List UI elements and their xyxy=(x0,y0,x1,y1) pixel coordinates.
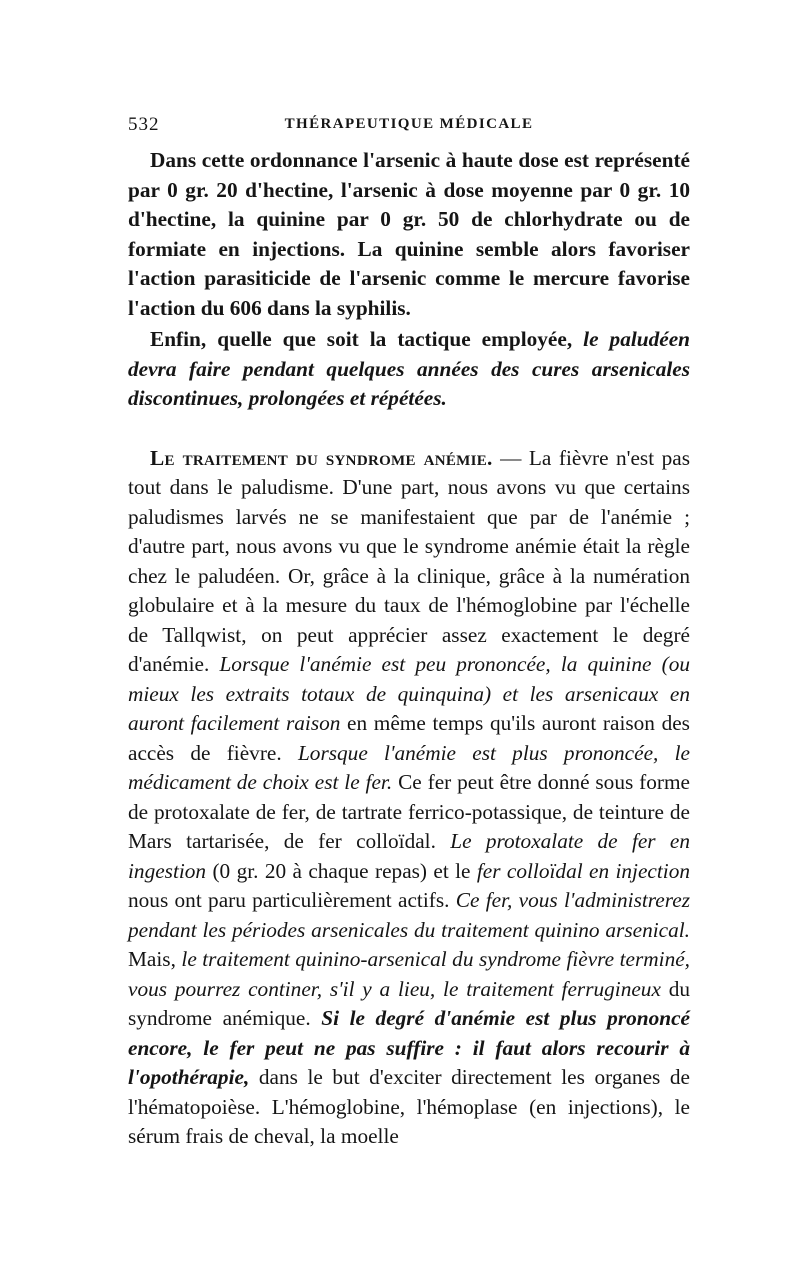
paragraph-tactique-emphasis: le paludéen devra faire pendant quelques années des cures arsenicales discontinues, prolongées et répétées. xyxy=(128,327,691,410)
italic-run: Ce fer, vous l'administrerez pendant les périodes arsenicales du traitement quinino arsenical. xyxy=(128,888,690,942)
running-head xyxy=(128,114,690,140)
text-run: Ce fer peut être donné sous forme de protoxalate de fer, de tartrate ferrico-potassique, de teinture de Mars tartarisée, de fer colloïdal. xyxy=(128,770,691,853)
text-run: Mais, xyxy=(128,947,182,971)
paragraph-syndrome-anemie xyxy=(128,444,690,1152)
text-run: en même temps qu'ils auront raison des accès de fièvre. xyxy=(128,711,690,765)
paragraph-tactique xyxy=(128,325,690,414)
italic-run: fer colloïdal en injection xyxy=(476,858,690,883)
page-number: 532 xyxy=(128,114,160,135)
paragraph-ordonnance: Dans cette ordonnance l'arsenic à haute dose est représenté par 0 gr. 20 d'hectine, l'arsenic à dose moyenne par 0 gr. 10 d'hectine, la quinine par 0 gr. 50 de chlorhydrate ou de formiate en injections. La quinine semble alors favoriser l'action parasiticide de l'arsenic comme le mercure favorise l'action du 606 dans la syphilis. xyxy=(128,148,690,320)
text-run: — La fièvre n'est pas tout dans le paludisme. D'une part, nous avons vu que certains paludismes larvés ne se manifestaient que par de l'anémie ; d'autre part, nous avons vu que le syndrome anémie était la règle chez le paludéen. Or, grâce à la clinique, grâce à la numération globulaire et à la mesure du taux de l'hémoglobine par l'échelle de Tallqwist, on peut apprécier assez exactement le degré d'anémie. xyxy=(128,445,690,676)
italic-run: Lorsque l'anémie est plus prononcée, le médicament de choix est le fer. xyxy=(128,740,690,794)
italic-run: Si le degré d'anémie est plus prononcé encore, le fer peut ne pas suffire : il faut alors recourir à l'opothérapie, xyxy=(128,1006,690,1089)
running-head-title: THÉRAPEUTIQUE MÉDICALE xyxy=(284,116,534,132)
text-run: (0 gr. 20 à chaque repas) et le xyxy=(206,858,477,883)
italic-run: Le protoxalate de fer en ingestion xyxy=(128,829,691,883)
text-run: nous ont paru particulièrement actifs. xyxy=(128,888,456,912)
paragraph-tactique-intro: Enfin, quelle que soit la tactique employée, xyxy=(150,327,584,351)
text-run: du syndrome anémique. xyxy=(128,976,690,1030)
italic-run: le traitement quinino-arsenical du syndrome fièvre terminé, vous pourrez continer, s'il y a lieu, le traitement ferrugineux xyxy=(128,947,690,1001)
text-run: dans le but d'exciter directement les organes de l'hématopoièse. L'hémoglobine, l'hémoplase (en injections), le sérum frais de cheval, la moelle xyxy=(128,1065,690,1148)
italic-run: Lorsque l'anémie est peu prononcée, la quinine (ou mieux les extraits totaux de quinquina) et les arsenicaux en auront facilement raison xyxy=(128,652,690,735)
section-heading: Le traitement du syndrome anémie. xyxy=(150,445,493,470)
body-text xyxy=(128,146,690,1152)
